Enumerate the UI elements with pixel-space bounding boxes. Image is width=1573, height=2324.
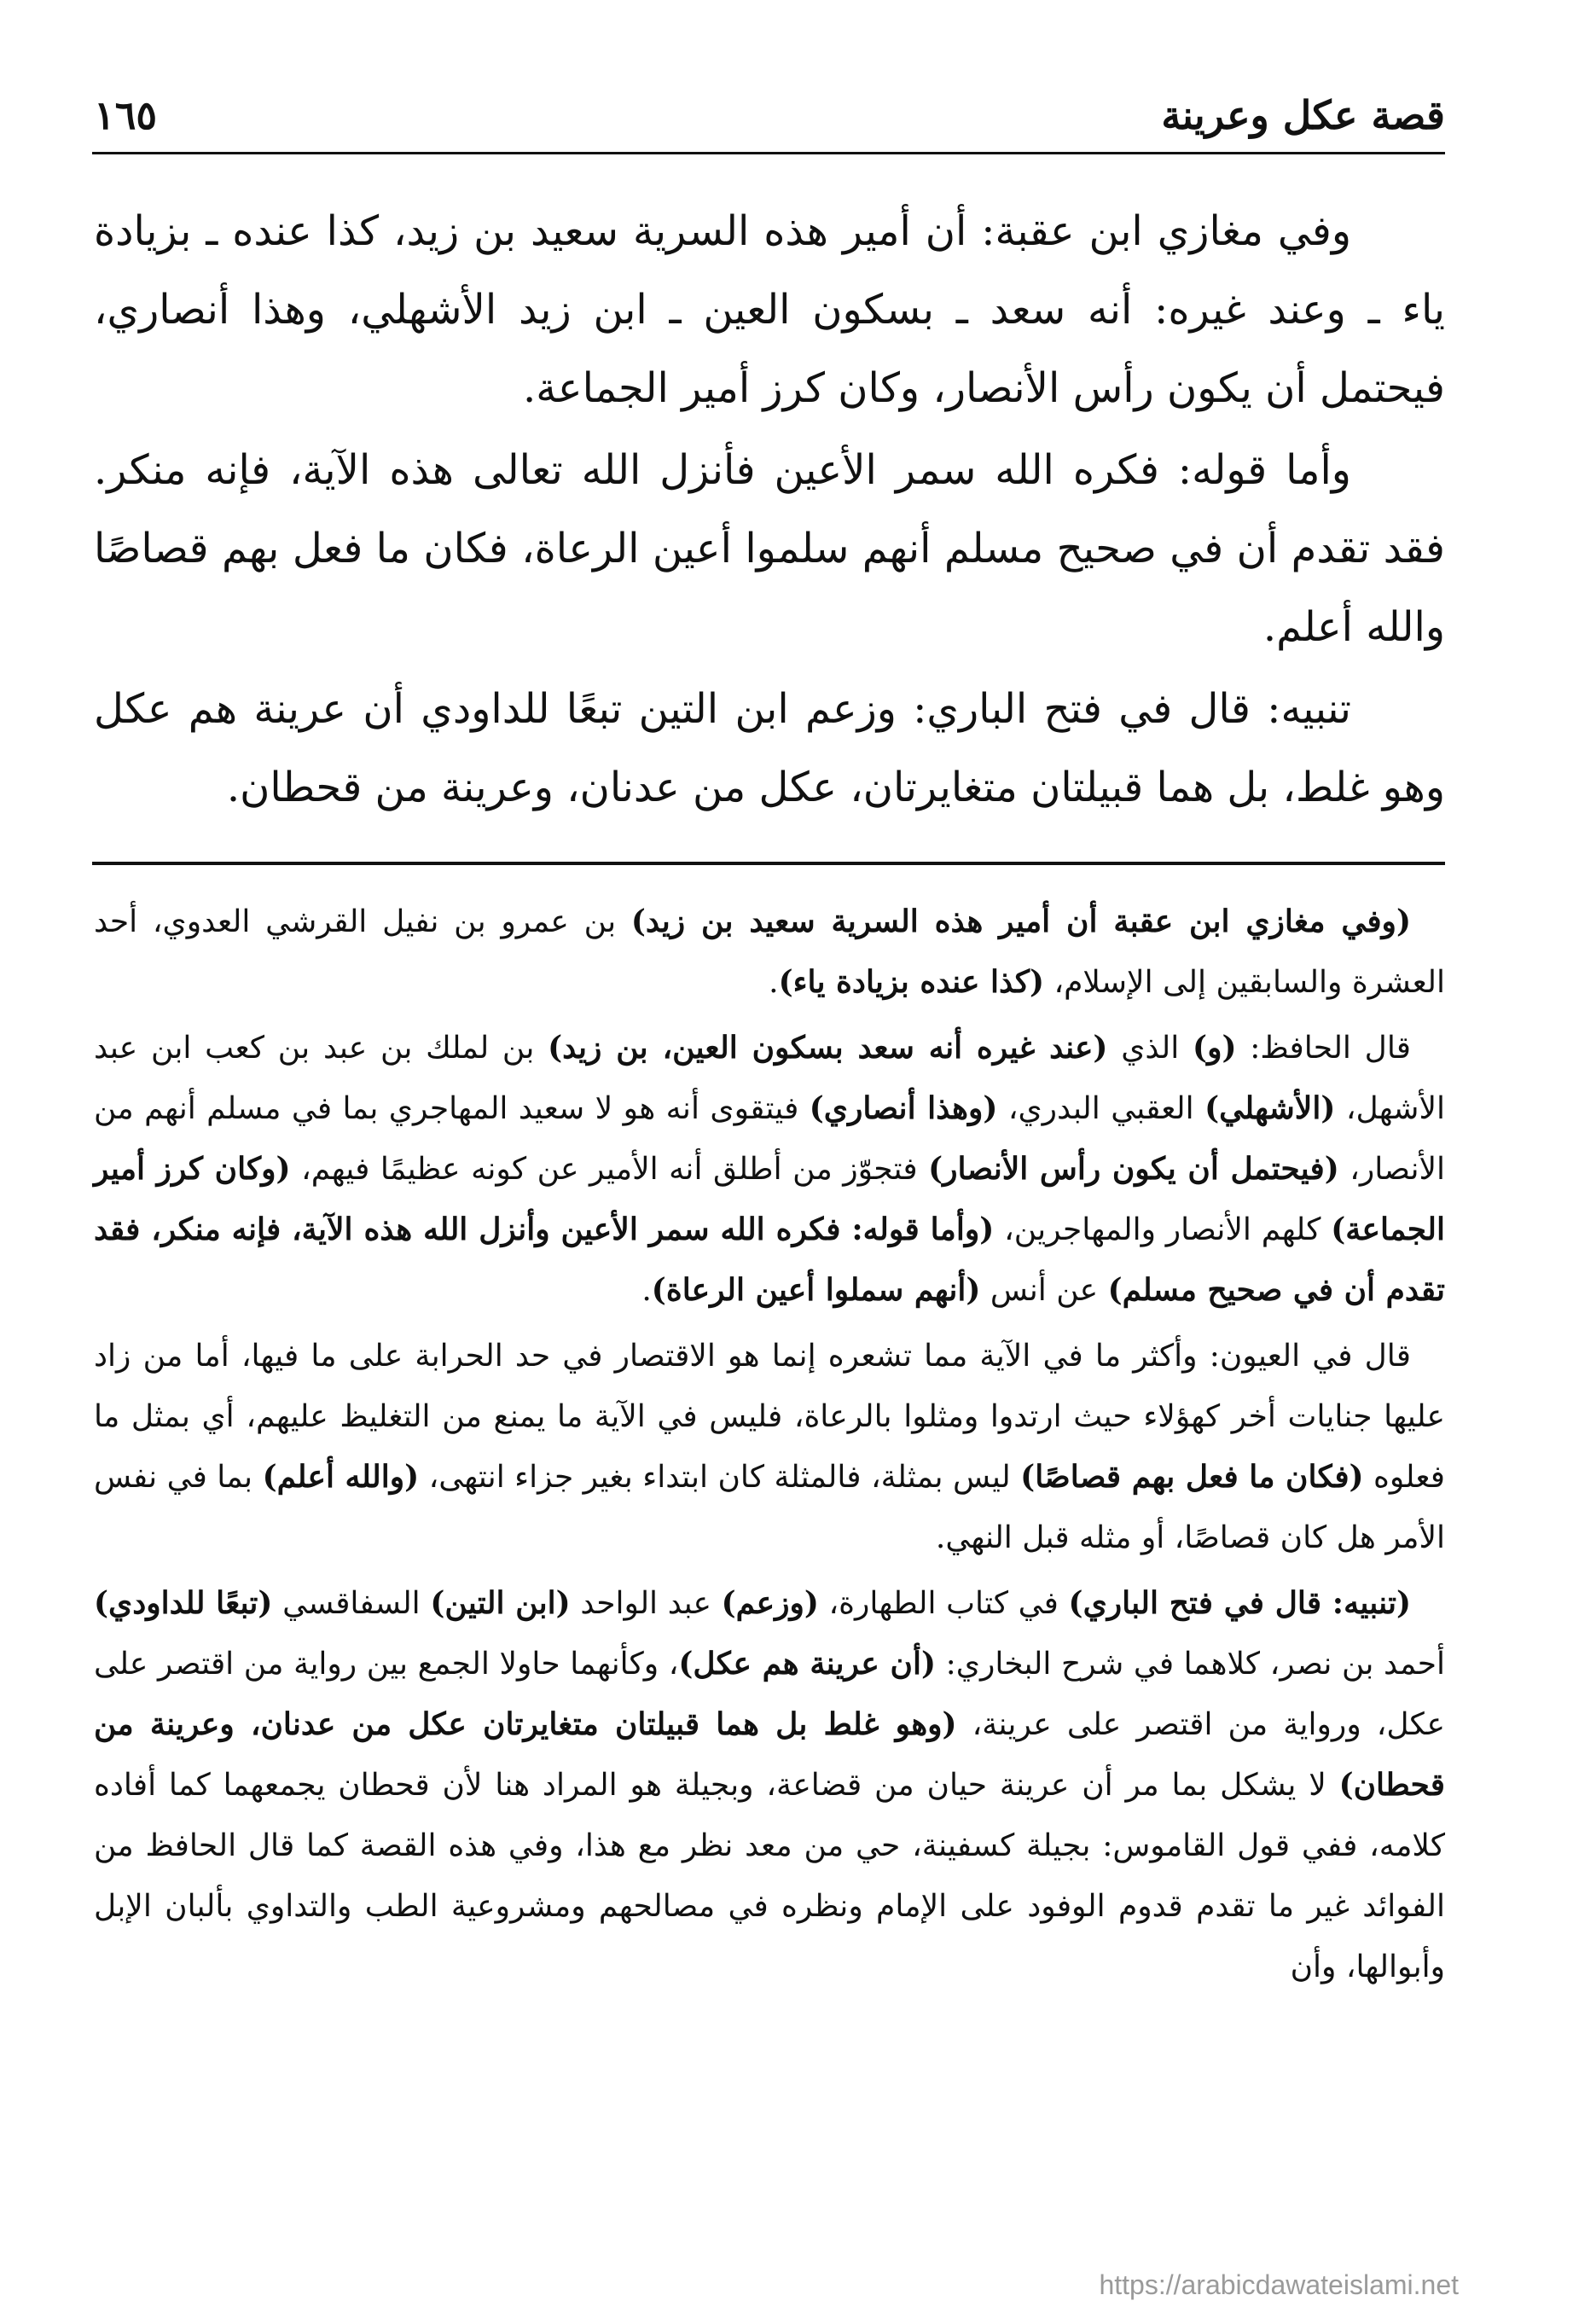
quoted-text: (تنبيه: قال في فتح الباري): [1068, 1585, 1412, 1621]
watermark-url: https://arabicdawateislami.net: [1099, 2269, 1459, 2300]
quoted-text: (ابن التين): [430, 1585, 571, 1621]
commentary-text: الذي: [1107, 1031, 1193, 1066]
commentary-text: قال في العيون: وأكثر ما في الآية مما تشعره إنما هو الاقتصار في حد الحرابة على ما فيها، أما من زاد عليها جنايات أخر كهؤلاء حيث ارتدوا ومثلوا بالرعاة، فليس في الآية ما يمنع من التغليظ عليهم، أي بمثل ما فعلوه: [94, 1339, 1445, 1495]
page-number: ١٦٥: [94, 92, 158, 138]
commentary-text: بما في نفس الأمر هل كان قصاصًا، أو مثله قبل النهي.: [94, 1460, 1445, 1555]
quoted-text: (وزعم): [721, 1585, 819, 1621]
commentary-text: ليس بمثلة، فالمثلة كان ابتداء بغير جزاء انتهى،: [419, 1460, 1021, 1495]
quoted-text: (و): [1193, 1030, 1237, 1066]
commentary-paragraph: [94, 1018, 1445, 1321]
commentary-text: عبد الواحد: [570, 1586, 722, 1621]
commentary-text: كلهم الأنصار والمهاجرين،: [994, 1212, 1332, 1247]
commentary-paragraph: [94, 892, 1445, 1013]
main-paragraph: وأما قوله: فكره الله سمر الأعين فأنزل الله تعالى هذه الآية، فإنه منكر. فقد تقدم أن في صحيح مسلم أنهم سلموا أعين الرعاة، فكان ما فعل بهم قصاصًا والله أعلم.: [94, 446, 1446, 651]
quoted-text: (وهو غلط بل هما قبيلتان متغايرتان عكل من عدنان، وعرينة من قحطان): [94, 1706, 1445, 1803]
commentary-text: فتجوّز من أطلق أنه الأمير عن كونه عظيمًا فيهم،: [290, 1152, 929, 1187]
main-paragraph: تنبيه: قال في فتح الباري: وزعم ابن التين تبعًا للداودي أن عرينة هم عكل وهو غلط، بل هما قبيلتان متغايرتان، عكل من عدنان، وعرينة من قحطان.: [94, 685, 1445, 811]
commentary-paragraph: [94, 1573, 1445, 1997]
quoted-text: (وهذا أنصاري): [809, 1090, 998, 1126]
commentary-divider: [92, 862, 1445, 865]
commentary-text: .: [769, 965, 779, 1000]
commentary-text: ، وكأنهما حاولا الجمع بين رواية من اقتصر على عكل، ورواية من اقتصر على عرينة،: [94, 1647, 1445, 1742]
main-paragraph: وفي مغازي ابن عقبة: أن أمير هذه السرية سعيد بن زيد، كذا عنده ـ بزيادة ياء ـ وعند غيره: أنه سعد ـ بسكون العين ـ ابن زيد الأشهلي، وهذا أنصاري، فيحتمل أن يكون رأس الأنصار، وكان كرز أمير الجماعة.: [94, 207, 1445, 412]
commentary-text: أحمد بن نصر، كلاهما في شرح البخاري:: [936, 1647, 1446, 1682]
quoted-text: (والله أعلم): [262, 1459, 420, 1495]
quoted-text: (عند غيره أنه سعد بسكون العين، بن زيد): [548, 1030, 1108, 1066]
commentary-text: بن عمرو بن نفيل القرشي العدوي، أحد العشرة والسابقين إلى الإسلام،: [94, 904, 1445, 1000]
header-rule: [92, 152, 1445, 154]
quoted-text: (وأما قوله: فكره الله سمر الأعين وأنزل الله هذه الآية، فإنه منكر، فقد تقدم أن في صحيح مسلم): [94, 1211, 1445, 1308]
commentary-text: في كتاب الطهارة،: [818, 1586, 1069, 1621]
commentary-text: عن أنس: [980, 1273, 1108, 1308]
commentary-text: قال الحافظ:: [1236, 1031, 1412, 1066]
quoted-text: (أنهم سملوا أعين الرعاة): [651, 1272, 981, 1308]
commentary-text: لا يشكل بما مر أن عرينة حيان من قضاعة، وبجيلة هو المراد هنا لأن قحطان يجمعهما كما أفاده كلامه، ففي قول القاموس: بجيلة كسفينة، حي من معد نظر مع هذا، وفي هذه القصة كما قال الحافظ من الفوائد غير ما تقدم قدوم الوفود على الإمام ونظره في مصالحهم ومشروعية الطب والتداوي بألبان الإبل وأبوالها، وأن: [94, 1768, 1445, 1984]
quoted-text: (فيحتمل أن يكون رأس الأنصار): [928, 1151, 1339, 1187]
quoted-text: (أن عرينة هم عكل): [678, 1646, 937, 1682]
commentary: [94, 892, 1445, 2002]
main-text: [94, 192, 1445, 830]
commentary-text: العقبي البدري،: [997, 1091, 1205, 1126]
commentary-text: فيتقوى أنه هو لا سعيد المهاجري بما في مسلم أنهم من الأنصار،: [94, 1091, 1446, 1187]
quoted-text: (وفي مغازي ابن عقبة أن أمير هذه السرية سعيد بن زيد): [630, 903, 1411, 939]
commentary-text: بن لملك بن عبد بن كعب ابن عبد الأشهل،: [94, 1031, 1445, 1126]
quoted-text: (كذا عنده بزيادة ياء): [778, 964, 1045, 1000]
quoted-text: (وكان كرز أمير الجماعة): [94, 1151, 1445, 1247]
commentary-text: السفاقسي: [272, 1586, 431, 1621]
commentary-text: .: [641, 1273, 652, 1308]
commentary-paragraph: [94, 1326, 1445, 1568]
quoted-text: (الأشهلي): [1204, 1090, 1336, 1126]
quoted-text: (فكان ما فعل بهم قصاصًا): [1020, 1459, 1364, 1495]
page-header: [94, 85, 1445, 145]
chapter-title: قصة عكل وعرينة: [1161, 92, 1445, 138]
quoted-text: (تبعًا للداودي): [94, 1585, 273, 1621]
